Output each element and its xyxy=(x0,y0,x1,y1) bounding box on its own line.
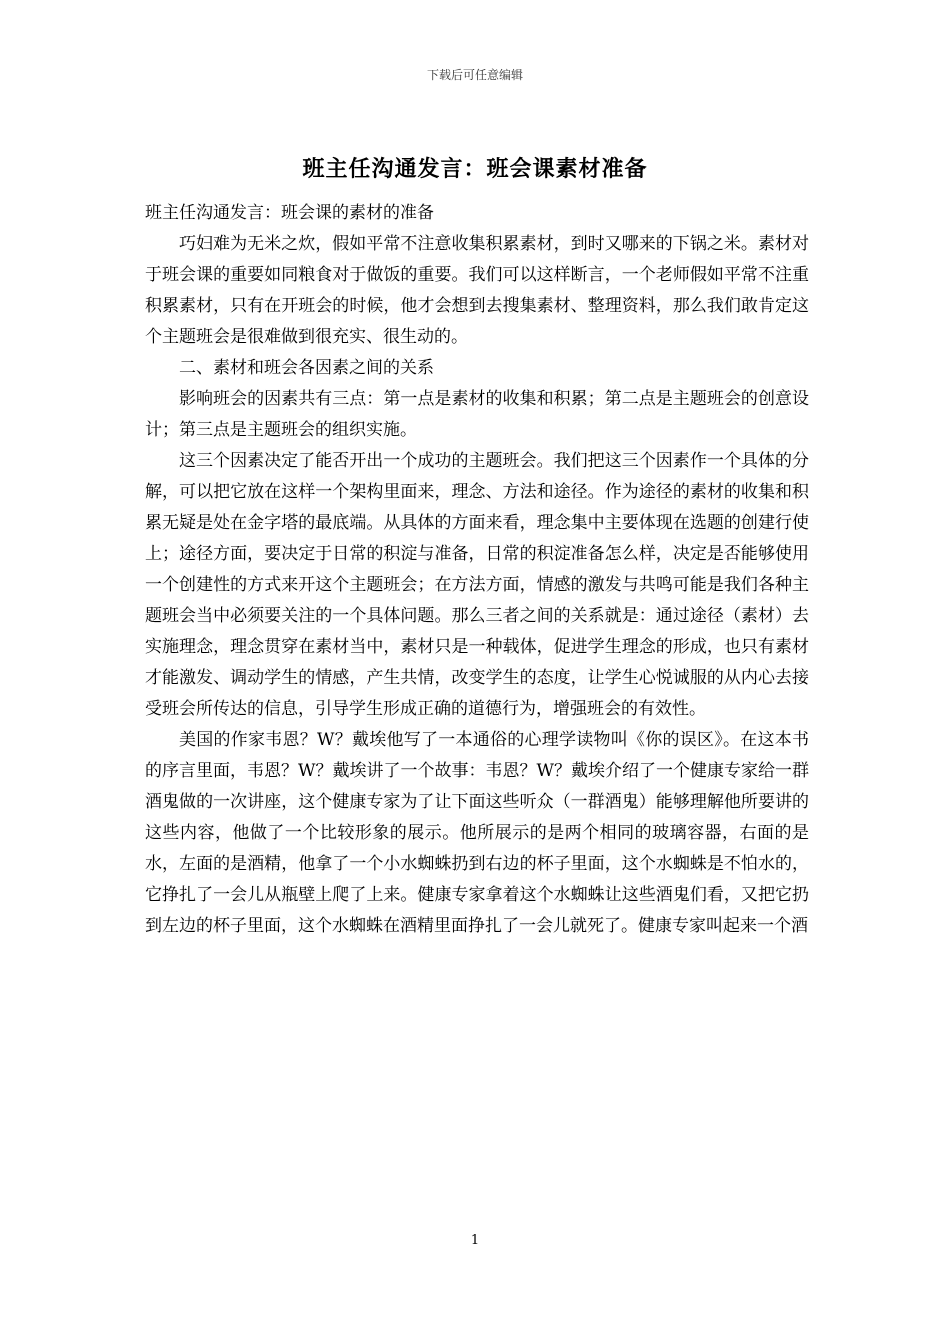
document-body xyxy=(145,198,809,942)
document-title: 班主任沟通发言：班会课素材准备 xyxy=(302,156,648,182)
header-note: 下载后可任意编辑 xyxy=(426,68,523,82)
paragraph: 美国的作家韦恩？W？戴埃他写了一本通俗的心理学读物叫《你的误区》。在这本书的序言里面，韦恩？W？戴埃讲了一个故事：韦恩？W？戴埃介绍了一个健康专家给一群酒鬼做的一次讲座，这个健康专家为了让下面这些听众（一群酒鬼）能够理解他所要讲的这些内容，他做了一个比较形象的展示。他所展示的是两个相同的玻璃容器，右面的是水，左面的是酒精，他拿了一个小水蜘蛛扔到右边的杯子里面，这个水蜘蛛是不怕水的，它挣扎了一会儿从瓶壁上爬了上来。健康专家拿着这个水蜘蛛让这些酒鬼们看，又把它扔到左边的杯子里面，这个水蜘蛛在酒精里面挣扎了一会儿就死了。健康专家叫起来一个酒 xyxy=(145,730,809,936)
section-heading: 二、素材和班会各因素之间的关系 xyxy=(179,358,434,378)
paragraph: 这三个因素决定了能否开出一个成功的主题班会。我们把这三个因素作一个具体的分解，可以把它放在这样一个架构里面来，理念、方法和途径。作为途径的素材的收集和积累无疑是处在金字塔的最底端。从具体的方面来看，理念集中主要体现在选题的创建行使上；途径方面，要决定于日常的积淀与准备，日常的积淀准备怎么样，决定是否能够使用一个创建性的方式来开这个主题班会；在方法方面，情感的激发与共鸣可能是我们各种主题班会当中必须要关注的一个具体问题。那么三者之间的关系就是：通过途径（素材）去实施理念，理念贯穿在素材当中，素材只是一种载体，促进学生理念的形成，也只有素材才能激发、调动学生的情感，产生共情，改变学生的态度，让学生心悦诚服的从内心去接受班会所传达的信息，引导学生形成正确的道德行为，增强班会的有效性。 xyxy=(145,451,809,719)
paragraph-subtitle: 班主任沟通发言：班会课的素材的准备 xyxy=(145,203,434,223)
page-number: 1 xyxy=(470,1233,480,1248)
paragraph: 影响班会的因素共有三点：第一点是素材的收集和积累；第二点是主题班会的创意设计；第三点是主题班会的组织实施。 xyxy=(145,389,809,440)
paragraph: 巧妇难为无米之炊，假如平常不注意收集积累素材，到时又哪来的下锅之米。素材对于班会课的重要如同粮食对于做饭的重要。我们可以这样断言，一个老师假如平常不注重积累素材，只有在开班会的时候，他才会想到去搜集素材、整理资料，那么我们敢肯定这个主题班会是很难做到很充实、很生动的。 xyxy=(145,234,809,347)
